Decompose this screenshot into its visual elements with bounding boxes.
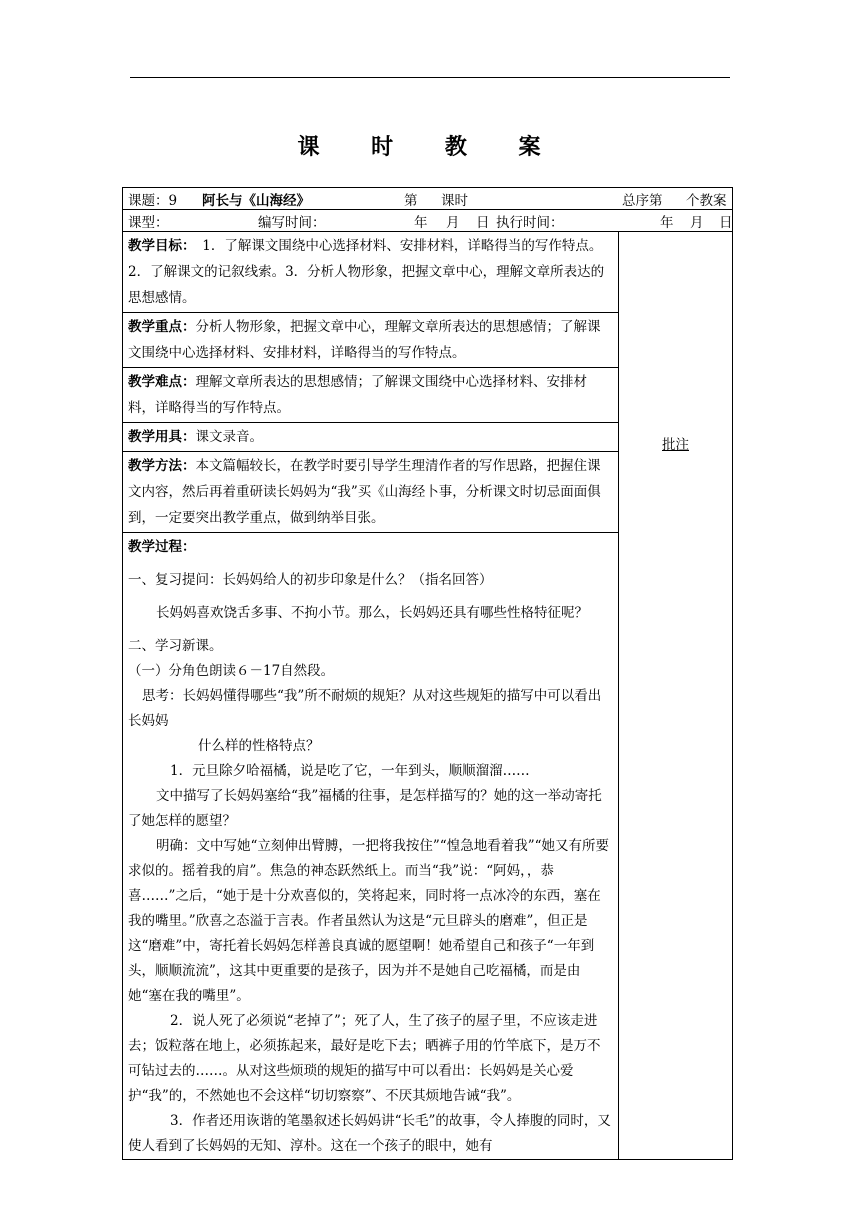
lesson-suffix: 课时 — [441, 193, 468, 209]
total-prefix: 总序第 — [622, 193, 663, 209]
type-label: 课型： — [128, 215, 169, 231]
process-p10: 2．说人死了必须说“老掉了”；死了人，生了孩子的屋子里，不应该走进去；饭粒落在地上，必须拣起来，最好是吃下去；晒裤子用的竹竿底下，是万不可钻过去的……。从对这些烦琐的规矩的描写中可以看出：长妈妈是关心爱护“我”的，不然她也不会这样“切切察察”、不厌其烦地告诫“我”。 — [128, 1013, 601, 1104]
lesson-plan-table — [122, 187, 733, 1160]
side-note: 批注 — [662, 437, 689, 453]
process-p4: （一）分角色朗读６－17自然段。 — [128, 663, 335, 679]
process-p8: 文中描写了长妈妈塞给“我”福橘的往事，是怎样描写的？她的这一举动寄托了她怎样的愿望？ — [128, 788, 602, 829]
topic-label: 课题：9 — [128, 193, 178, 209]
goal-label: 教学目标： — [128, 238, 189, 254]
write-year: 年 — [414, 215, 428, 231]
write-time-label: 编写时间： — [258, 215, 326, 231]
header-rule — [130, 77, 730, 78]
write-day: 日 — [476, 215, 490, 231]
goal-text: 1．了解课文围绕中心选择材料、安排材料，详略得当的写作特点。2．了解课文的记叙线索。3．分析人物形象，把握文章中心，理解文章所表达的思想感情。 — [128, 238, 605, 306]
type-row — [123, 210, 733, 232]
page-title: 课 时 教 案 — [297, 135, 563, 160]
process-p5: 思考：长妈妈懂得哪些“我”所不耐烦的规矩？从对这些规矩的描写中可以看出长妈妈 — [128, 688, 602, 729]
total-suffix: 个教案 — [686, 193, 727, 209]
exec-time-label: 执行时间： — [496, 215, 564, 231]
topic-name: 阿长与《山海经》 — [202, 193, 310, 209]
difficulty-label: 教学难点： — [128, 374, 196, 390]
process-p3: 二、学习新课。 — [128, 638, 223, 654]
process-p11: 3．作者还用诙谐的笔墨叙述长妈妈讲“长毛”的故事，令人捧腹的同时，又使人看到了长妈妈的无知、淳朴。这在一个孩子的眼中，她有 — [128, 1113, 611, 1154]
exec-month: 月 — [690, 215, 704, 231]
tools-label: 教学用具： — [128, 429, 196, 445]
topic-row — [123, 188, 733, 210]
process-p1: 一、复习提问：长妈妈给人的初步印象是什么？（指名回答） — [128, 572, 493, 588]
write-month: 月 — [446, 215, 460, 231]
process-p7: 1．元旦除夕哈福橘，说是吃了它，一年到头，顺顺溜溜…… — [170, 763, 530, 779]
process-p2: 长妈妈喜欢饶舌多事、不拘小节。那么，长妈妈还具有哪些性格特征呢？ — [156, 605, 588, 621]
process-p9: 明确：文中写她“立刻伸出臂膊，一把将我按住”“惶急地看着我”“她又有所要求似的。摇着我的肩”。焦急的神态跃然纸上。而当“我”说：“阿妈，，恭喜……”之后，“她于是十分欢喜似的，笑将起来，同时将一点冰冷的东西，塞在我的嘴里。”欣喜之态溢于言表。作者虽然认为这是“元旦辟头的磨难”，但正是这“磨难”中，寄托着长妈妈怎样善良真诚的愿望啊！她希望自己和孩子“一年到头，顺顺流流”，这其中更重要的是孩子，因为并不是她自己吃福橘，而是由她“塞在我的嘴里”。 — [128, 838, 610, 1004]
goal-row — [123, 232, 733, 313]
difficulty-text: 理解文章所表达的思想感情；了解课文围绕中心选择材料、安排材料，详略得当的写作特点。 — [128, 374, 587, 416]
key-label: 教学重点： — [128, 319, 196, 335]
lesson-prefix: 第 — [404, 193, 418, 209]
key-text: 分析人物形象，把握文章中心，理解文章所表达的思想感情；了解课文围绕中心选择材料、安排材料，详略得当的写作特点。 — [128, 319, 601, 361]
exec-day: 日 — [719, 215, 733, 231]
exec-year: 年 — [660, 215, 674, 231]
tools-text: 课文录音。 — [195, 429, 263, 445]
method-label: 教学方法： — [128, 458, 196, 474]
side-note-cell — [619, 232, 733, 1160]
process-label: 教学过程： — [128, 539, 196, 555]
method-text: 本文篇幅较长，在教学时要引导学生理清作者的写作思路，把握住课文内容，然后再着重研读长妈妈为“我”买《山海经卜事，分析课文时切忌面面俱到，一定要突出教学重点，做到纳举目张。 — [128, 458, 601, 526]
process-p6: 什么样的性格特点？ — [198, 738, 320, 754]
